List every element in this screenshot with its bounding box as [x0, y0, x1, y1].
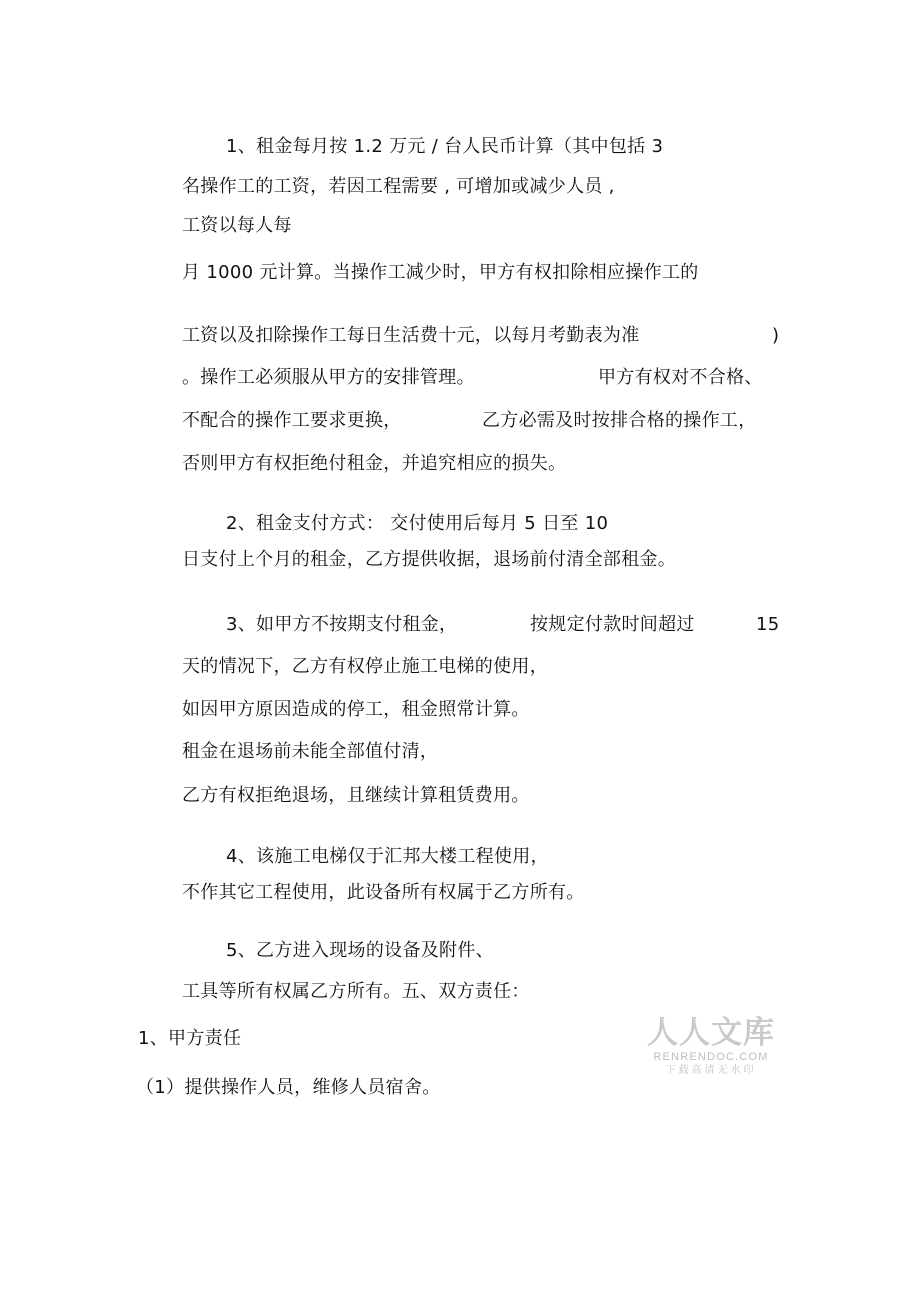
clause-3-line-4: 租金在退场前未能全部值付清， [182, 741, 439, 762]
clause-3-line-2: 天的情况下，乙方有权停止施工电梯的使用， [182, 656, 548, 677]
clause-5-line-1: 5、乙方进入现场的设备及附件、 [226, 940, 494, 961]
clause-1-line-2: 名操作工的工资，若因工程需要 , 可增加或减少人员 , [182, 176, 615, 197]
clause-1-line-8: 否则甲方有权拒绝付租金，并追究相应的损失。 [182, 453, 567, 474]
clause-3-line-3: 如因甲方原因造成的停工，租金照常计算。 [182, 699, 530, 720]
watermark-tagline: 下载高清无水印 [665, 1065, 757, 1076]
section-item-1: （1）提供操作人员，维修人员宿舍。 [136, 1077, 441, 1098]
clause-5-line-2: 工具等所有权属乙方所有。五、双方责任： [182, 981, 530, 1002]
clause-3-line-5: 乙方有权拒绝退场，且继续计算租赁费用。 [182, 785, 530, 806]
clause-2-line-1: 2、租金支付方式： 交付使用后每月 5 日至 10 [226, 513, 609, 534]
clause-1-line-1: 1、租金每月按 1.2 万元 / 台人民币计算（其中包括 3 [226, 136, 664, 157]
clause-3-line-1: 3、如甲方不按期支付租金， [226, 614, 458, 635]
clause-1-line-5-paren: ) [772, 325, 780, 346]
clause-1-line-7: 不配合的操作工要求更换， [182, 410, 402, 431]
clause-1-line-6-right: 甲方有权对不合格、 [598, 367, 763, 388]
watermark-domain: RENRENDOC.COM [653, 1051, 769, 1063]
clause-1-line-3: 工资以每人每 [182, 215, 292, 236]
watermark-logo [646, 1016, 776, 1078]
section-heading-party-a-duties: 1、甲方责任 [138, 1028, 242, 1049]
clause-4-line-1: 4、该施工电梯仅于汇邦大楼工程使用， [226, 846, 549, 867]
clause-3-line-1-middle: 按规定付款时间超过 [530, 614, 695, 635]
clause-2-line-2: 日支付上个月的租金，乙方提供收据，退场前付清全部租金。 [182, 549, 677, 570]
clause-1-line-4: 月 1000 元计算。当操作工减少时，甲方有权扣除相应操作工的 [182, 262, 699, 283]
clause-1-line-5: 工资以及扣除操作工每日生活费十元，以每月考勤表为准 [182, 325, 640, 346]
clause-1-line-7-right: 乙方必需及时按排合格的操作工， [482, 410, 757, 431]
clause-1-line-6: 。操作工必须服从甲方的安排管理。 [182, 367, 475, 388]
clause-3-line-1-number: 15 [756, 614, 780, 635]
watermark-title: 人人文库 [647, 1015, 775, 1051]
clause-4-line-2: 不作其它工程使用，此设备所有权属于乙方所有。 [182, 882, 585, 903]
